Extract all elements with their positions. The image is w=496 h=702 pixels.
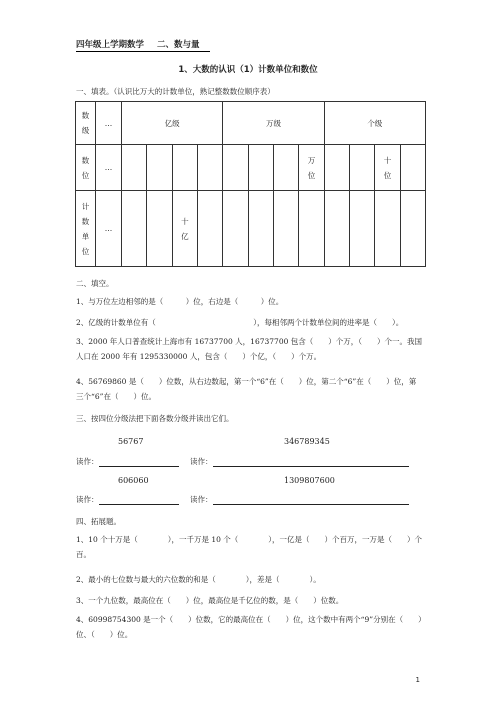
blank-cell[interactable] <box>122 145 147 191</box>
place-value-table <box>75 101 426 267</box>
question-1: 1、与万位左边相邻的是（ ）位，右边是（ ）位。 <box>76 297 284 306</box>
blank-cell[interactable] <box>197 191 222 267</box>
blank-cell[interactable] <box>273 145 298 191</box>
blank-cell[interactable] <box>248 191 273 267</box>
shi-place-cell: 十 位 <box>375 145 400 191</box>
blank-cell[interactable] <box>122 191 147 267</box>
blank-cell[interactable] <box>375 191 400 267</box>
read-label: 读作： <box>76 495 99 504</box>
blank-cell[interactable] <box>299 191 324 267</box>
number-606060: 606060 <box>118 476 149 485</box>
header-unit: 二、数与量 <box>156 40 200 50</box>
number-56767: 56767 <box>118 437 144 446</box>
read-label: 读作： <box>190 495 213 504</box>
blank-cell[interactable] <box>273 191 298 267</box>
row-label-unit: 计 数 单 位 <box>76 191 96 267</box>
blank-cell[interactable] <box>147 145 172 191</box>
blank-cell[interactable] <box>147 191 172 267</box>
question-4: 4、56769860 是（ ）位数，从右边数起，第一个“6”在（ ）位，第二个“6”在（ ）位，第三个“6”在（ ）位。 <box>76 377 417 401</box>
blank-cell[interactable] <box>223 145 248 191</box>
section4-heading: 四、拓展题。 <box>76 517 121 526</box>
page-number: 1 <box>415 676 420 684</box>
page-header <box>76 38 210 52</box>
section1-heading: 一、填表。（认识比万大的计数单位，熟记整数数位顺序表） <box>76 87 275 96</box>
ellipsis-cell: … <box>96 191 122 267</box>
blank-cell[interactable] <box>223 191 248 267</box>
row-label-level: 数 级 <box>76 102 96 145</box>
ellipsis-cell: … <box>96 145 122 191</box>
blank-cell[interactable] <box>400 191 425 267</box>
blank-cell[interactable] <box>172 145 197 191</box>
wan-level-cell: 万级 <box>223 102 324 145</box>
question-3: 3、2000 年人口普查统计上海市有 16737700 人，16737700 包含（ ）个万，（ ）个一。我国人口在 2000 年有 1295330000 人，包含（ ）个亿，（ ）个万。 <box>76 337 422 361</box>
extension-3: 3、一个九位数，最高位在（ ）位，最高位是千亿位的数，是（ ）位数。 <box>76 596 344 605</box>
blank-cell[interactable] <box>400 145 425 191</box>
row-label-place: 数 位 <box>76 145 96 191</box>
shiyi-unit-cell: 十 亿 <box>172 191 197 267</box>
read-label: 读作： <box>190 457 213 466</box>
extension-4: 4、60998754300 是一个（ ）位数，它的最高位在（ ）位，这个数中有两个“9”分别在（ ）位、（ ）位。 <box>76 615 422 639</box>
extension-1: 1、10 个十万是（ ），一千万是 10 个（ ），一亿是（ ）个百万，一万是（ ）个百。 <box>76 535 423 559</box>
table-row-place <box>76 145 426 191</box>
number-346789345: 346789345 <box>284 437 330 446</box>
blank-cell[interactable] <box>197 145 222 191</box>
answer-line[interactable] <box>213 457 409 467</box>
table-row-unit <box>76 191 426 267</box>
question-2: 2、亿级的计数单位有（ ），每相邻两个计数单位间的进率是（ ）。 <box>76 318 404 327</box>
blank-cell[interactable] <box>324 191 349 267</box>
lesson-title: 1、大数的认识（1）计数单位和数位 <box>178 65 318 75</box>
answer-line[interactable] <box>213 495 409 505</box>
extension-2: 2、最小的七位数与最大的六位数的和是（ ），差是（ ）。 <box>76 575 321 584</box>
ge-level-cell: 个级 <box>324 102 425 145</box>
ellipsis-cell: … <box>96 102 122 145</box>
header-subject: 四年级上学期数学 <box>76 40 145 50</box>
blank-cell[interactable] <box>324 145 349 191</box>
answer-line[interactable] <box>99 457 179 467</box>
blank-cell[interactable] <box>349 191 374 267</box>
section3-heading: 三、按四位分级法把下面各数分级并读出它们。 <box>76 414 234 423</box>
answer-line[interactable] <box>99 495 179 505</box>
blank-cell[interactable] <box>349 145 374 191</box>
section2-heading: 二、填空。 <box>76 279 114 288</box>
read-label: 读作： <box>76 457 99 466</box>
blank-cell[interactable] <box>248 145 273 191</box>
yi-level-cell: 亿级 <box>122 102 223 145</box>
number-1309807600: 1309807600 <box>284 476 335 485</box>
table-row-level <box>76 102 426 145</box>
wan-place-cell: 万 位 <box>299 145 324 191</box>
